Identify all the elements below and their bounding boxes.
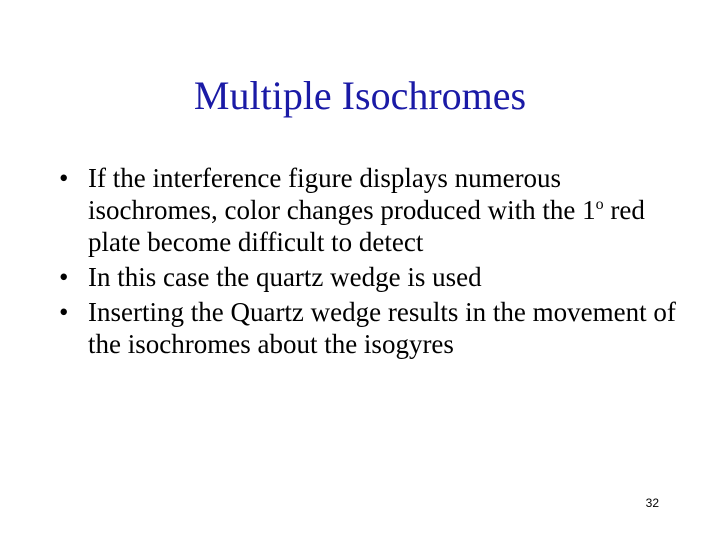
- bullet-item-1: [56, 162, 676, 258]
- page-number: 32: [645, 496, 659, 510]
- bullet-item-2: [56, 261, 676, 293]
- bullet-icon: •: [59, 163, 69, 193]
- bullet-text: In this case the quartz wedge is used: [88, 262, 482, 292]
- bullet-text-continued: red plate become difficult to detect: [88, 195, 645, 257]
- degree-superscript: o: [595, 196, 604, 213]
- bullet-icon: •: [59, 297, 69, 327]
- slide-title: Multiple Isochromes: [193, 73, 527, 118]
- bullet-text: Inserting the Quartz wedge results in the movement of the isochromes about the isogyres: [88, 297, 676, 359]
- bullet-text: If the interference figure displays numerous isochromes, color changes produced with the 1: [88, 163, 596, 225]
- bullet-item-3: [56, 296, 676, 360]
- bullet-list: [56, 162, 676, 363]
- bullet-icon: •: [59, 262, 69, 292]
